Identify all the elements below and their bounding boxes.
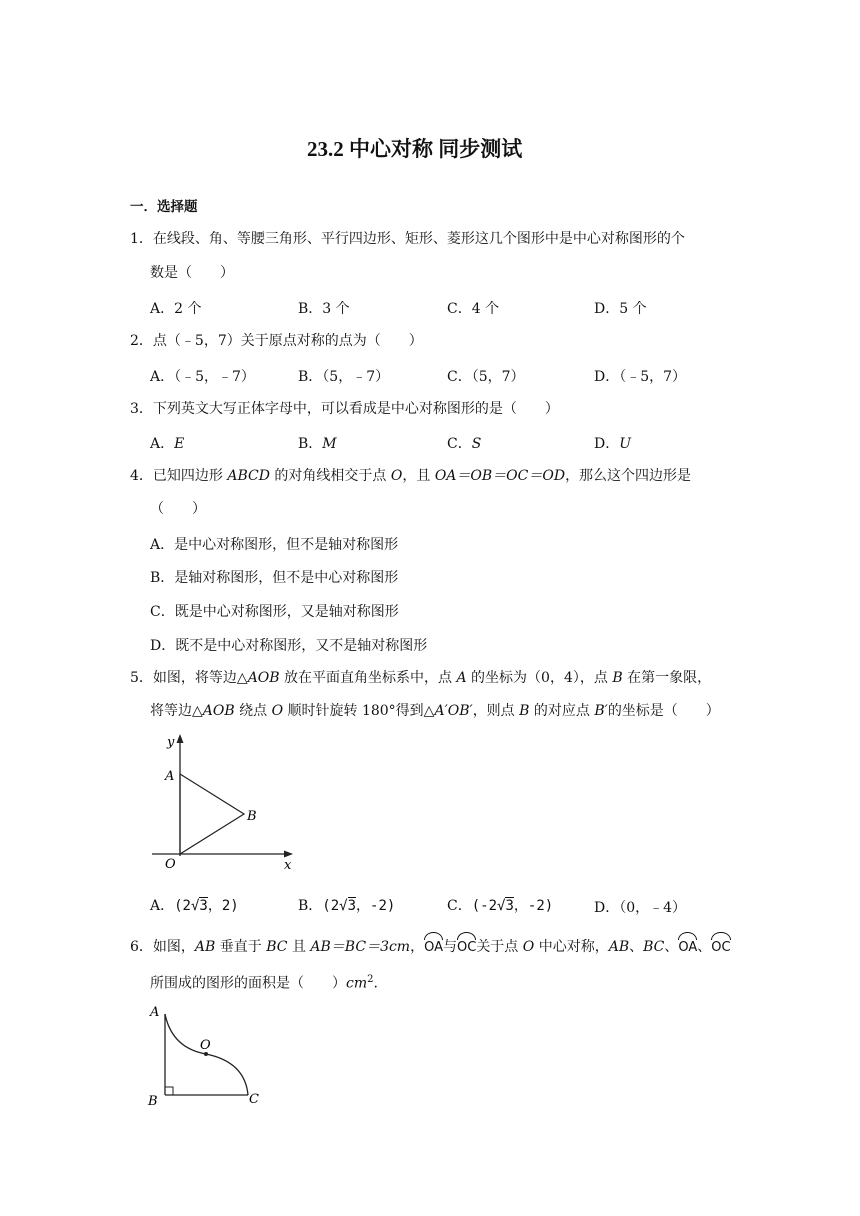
radicand: 3 [199,898,208,914]
q5-figure [148,728,308,873]
question-1-cont: 数是（ ） [150,265,234,281]
question-6-cont [150,969,378,995]
question-5-cont [150,700,720,722]
sqrt-sign: √ [497,898,506,914]
sqrt-sign: √ [339,898,348,914]
q6-text: 6．如图， [130,939,195,955]
q6-text: 垂直于 [215,939,267,955]
q6-text: ， [410,939,425,955]
option-label: B． [298,898,323,914]
label-a: A [165,769,175,784]
label-o: O [165,857,176,872]
q5-aob: AOB [202,703,235,719]
q6-ab: AB [608,939,630,955]
q4-equation: OA＝OB＝OC＝OD [434,468,566,484]
triangle-aob [180,774,244,854]
radicand: 3 [347,898,357,914]
label-y: y [167,735,175,750]
q5-rotated: A′OB′ [434,703,473,719]
question-2: 2．点（﹣5，7）关于原点对称的点为（ ） [130,333,423,349]
q6-text: 且 [287,939,311,955]
option-a: A．（﹣5，﹣7） [150,369,255,385]
question-3: 3．下列英文大写正体字母中，可以看成是中心对称图形的是（ ） [130,401,559,417]
y-axis-arrow [177,734,184,743]
label-o: O [200,1038,211,1053]
label-c: C [249,1092,259,1107]
tail: ，-2) [356,898,396,914]
option-d: D．5 个 [594,301,647,317]
option-b: B．（5，﹣7） [298,369,390,385]
q6-point-o: O [522,939,535,955]
q6-unit: cm [346,975,368,992]
question-4-cont: （ ） [150,501,206,517]
q4-text: 的对角线相交于点 [269,468,391,484]
section-heading: 一．选择题 [130,199,198,215]
q6-text: 、 [664,939,679,955]
option-d: D．（﹣5，7） [594,369,687,385]
arc-oc: OC [457,933,476,959]
q4-text: 4．已知四边形 [130,468,228,484]
option-a [150,433,184,453]
x-axis-arrow [284,851,293,858]
option-label: D． [594,900,620,916]
label-b: B [148,1094,158,1109]
q5-text: 5．如图，将等边△ [130,670,248,686]
q5-text: 将等边△ [150,703,203,719]
q5-text: 在第一象限， [622,670,712,686]
radicand: 3 [505,898,514,914]
option-c [447,895,553,915]
q5-point-b: B [612,670,623,686]
sqrt-sign: √ [190,898,200,914]
option-label: D． [594,436,620,452]
tail: ，2) [207,898,239,914]
page-title: 23.2 中心对称 同步测试 [307,137,523,161]
option-label: A． [150,436,175,452]
option-c: C．既是中心对称图形，又是轴对称图形 [150,604,399,620]
question-1 [130,228,685,250]
arc-oa: OA [678,933,697,959]
option-d: D．既不是中心对称图形，又不是轴对称图形 [150,638,428,654]
option-b [298,433,337,453]
option-c: C．（5，7） [447,369,525,385]
q5-point-b: B [519,703,530,719]
option-c: C．4 个 [447,301,500,317]
q5-text: ，则点 [472,703,520,719]
question-4 [130,465,691,487]
option-label: C． [447,436,472,452]
q5-text: 顺时针旋转 180°得到△ [283,703,435,719]
coef: (2 [322,898,340,914]
q6-exponent: 2 [367,974,374,985]
option-d [594,433,631,453]
option-b [298,895,395,915]
q6-text: 与 [443,939,457,955]
option-value: M [322,436,337,452]
q6-text: 关于点 [476,939,523,955]
q5-point-a: A [456,670,467,686]
question-5 [130,667,711,689]
option-b: B．3 个 [298,301,350,317]
q6-text: 所围成的图形的面积是（ ） [150,975,346,992]
option-value: U [619,436,632,452]
q6-equation: AB＝BC＝3cm [310,939,411,955]
q4-text: ，且 [402,468,435,484]
q6-text: 、 [629,939,644,955]
option-b-value [322,897,395,914]
option-c-value [472,897,553,914]
arc-oc: OC [711,933,730,959]
q4-text: ，那么这个四边形是 [565,468,692,484]
q5-text: 的坐标是（ ） [607,703,720,719]
q6-text: 、 [697,939,712,955]
option-a: A．2 个 [150,301,202,317]
option-value: （0，﹣4） [619,900,687,916]
q5-text: 绕点 [234,703,272,719]
option-a [150,895,239,915]
option-label: A． [150,898,175,914]
option-d [594,897,686,917]
option-c [447,433,481,453]
label-a: A [150,1005,160,1020]
question-text: 1．在线段、角、等腰三角形、平行四边形、矩形、菱形这几个图形中是中心对称图形的个 [130,231,685,247]
label-x: x [284,858,292,873]
q6-text: 中心对称， [534,939,609,955]
option-a-value [174,897,239,914]
option-label: B． [298,436,323,452]
coef: (2 [174,898,191,914]
label-b: B [247,809,257,824]
q4-o: O [390,468,403,484]
q4-abcd: ABCD [227,468,270,484]
q5-text: 放在平面直角坐标系中，点 [279,670,457,686]
tail: ，-2) [513,898,554,914]
q5-text: 的对应点 [529,703,595,719]
right-angle-mark [165,1087,173,1095]
q5-aob: AOB [247,670,280,686]
q6-bc: BC [643,939,665,955]
q6-text: . [373,975,378,992]
option-value: S [471,436,482,452]
q6-ab: AB [194,939,216,955]
option-value: E [174,436,185,452]
q6-bc: BC [266,939,288,955]
option-a: A．是中心对称图形，但不是轴对称图形 [150,537,399,553]
q6-figure [145,1000,270,1110]
coef: (-2 [471,898,498,914]
option-b: B．是轴对称图形，但不是中心对称图形 [150,570,399,586]
q5-text: 的坐标为（0，4），点 [466,670,613,686]
option-label: C． [447,898,472,914]
q5-point-bp: B′ [594,703,608,719]
question-6 [130,933,731,959]
q5-point-o: O [271,703,284,719]
arc-oa: OA [424,933,443,959]
